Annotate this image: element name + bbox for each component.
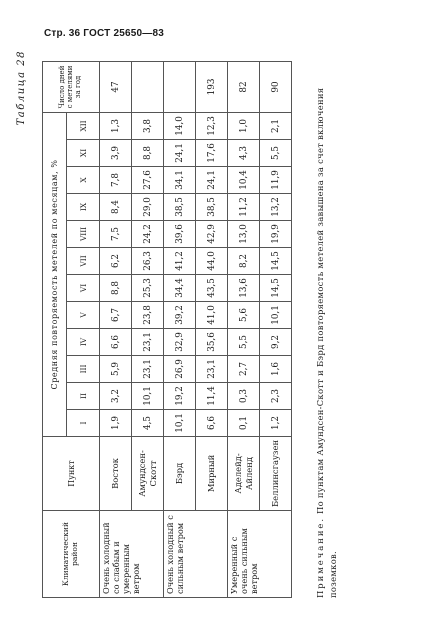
table-title: Таблица 28 [16,50,27,126]
cell-value: 3,8 [132,112,164,139]
cell-days: 193 [196,61,228,112]
cell-value: 32,9 [164,328,196,355]
col-header-month: XI [67,139,100,166]
cell-value: 2,1 [260,112,292,139]
cell-value: 3,9 [100,139,132,166]
cell-value: 5,6 [228,301,260,328]
cell-value: 11,9 [260,166,292,193]
cell-value: 34,1 [164,166,196,193]
cell-value: 38,5 [196,193,228,220]
cell-value: 13,0 [228,220,260,247]
cell-value: 17,6 [196,139,228,166]
cell-value: 2,7 [228,355,260,382]
table-row [100,61,132,597]
cell-value: 38,5 [164,193,196,220]
cell-days [132,61,164,112]
cell-value: 42,9 [196,220,228,247]
cell-days: 90 [260,61,292,112]
table-row [228,61,260,597]
cell-value: 14,0 [164,112,196,139]
col-header-month: II [67,382,100,409]
cell-value: 8,8 [132,139,164,166]
col-header-month: I [67,409,100,436]
col-header-month: V [67,301,100,328]
cell-value: 10,4 [228,166,260,193]
cell-value: 24,1 [164,139,196,166]
cell-value: 23,1 [132,328,164,355]
col-header-month: VII [67,247,100,274]
cell-value: 24,1 [196,166,228,193]
cell-value: 13,2 [260,193,292,220]
col-header-month: X [67,166,100,193]
cell-punkt: Восток [100,436,132,510]
cell-value: 27,6 [132,166,164,193]
cell-value: 11,2 [228,193,260,220]
col-header-group: Средняя повторяемость метелей по месяцам, % [43,112,67,436]
col-header-days: Число дней с метелями за год [43,61,100,112]
col-header-month: VIII [67,220,100,247]
cell-region: Очень холодный со слабым и умеренным ветром [100,511,164,598]
cell-value: 39,2 [164,301,196,328]
cell-value: 8,2 [228,247,260,274]
cell-value: 1,3 [100,112,132,139]
cell-value: 23,1 [132,355,164,382]
cell-value: 26,9 [164,355,196,382]
cell-value: 24,2 [132,220,164,247]
cell-value: 26,3 [132,247,164,274]
cell-value: 8,4 [100,193,132,220]
col-header-month: XII [67,112,100,139]
cell-value: 4,3 [228,139,260,166]
cell-value: 34,4 [164,274,196,301]
cell-value: 6,6 [100,328,132,355]
cell-value: 23,8 [132,301,164,328]
cell-value: 5,5 [260,139,292,166]
table-body [100,61,292,597]
cell-punkt: Амундсен-Скотт [132,436,164,510]
data-table [42,61,292,598]
cell-value: 35,6 [196,328,228,355]
cell-value: 6,7 [100,301,132,328]
cell-days [164,61,196,112]
cell-value: 41,0 [196,301,228,328]
cell-punkt: Бэрд [164,436,196,510]
cell-value: 1,2 [260,409,292,436]
col-header-month: VI [67,274,100,301]
col-header-month: III [67,355,100,382]
cell-value: 10,1 [260,301,292,328]
cell-value: 14,5 [260,247,292,274]
footnote [314,50,340,598]
cell-value: 19,9 [260,220,292,247]
cell-value: 1,6 [260,355,292,382]
cell-value: 10,1 [132,382,164,409]
cell-value: 0,3 [228,382,260,409]
cell-value: 6,2 [100,247,132,274]
cell-value: 14,5 [260,274,292,301]
cell-value: 29,0 [132,193,164,220]
cell-punkt: Беллинсгаузен [260,436,292,510]
table-row [164,61,196,597]
cell-punkt: Аделейд-Айленд [228,436,260,510]
footnote-text: По пунктам Амундсен-Скотт и Бэрд повторяемость метелей завышена за счет включения поземков. [315,87,339,598]
cell-value: 7,8 [100,166,132,193]
cell-value: 9,2 [260,328,292,355]
cell-value: 2,3 [260,382,292,409]
cell-value: 1,0 [228,112,260,139]
footnote-label: Примечание. [315,516,325,598]
col-header-punkt: Пункт [43,436,100,510]
cell-days: 47 [100,61,132,112]
cell-punkt: Мирный [196,436,228,510]
page-header: Стр. 36 ГОСТ 25650—83 [44,28,164,39]
rotated-table-block [14,50,380,598]
cell-value: 23,1 [196,355,228,382]
cell-value: 5,9 [100,355,132,382]
cell-value: 12,3 [196,112,228,139]
cell-value: 0,1 [228,409,260,436]
cell-value: 5,5 [228,328,260,355]
cell-value: 41,2 [164,247,196,274]
cell-value: 4,5 [132,409,164,436]
cell-value: 3,2 [100,382,132,409]
cell-value: 43,5 [196,274,228,301]
cell-region: Умеренный с очень сильным ветром [228,511,292,598]
col-header-month: IV [67,328,100,355]
cell-value: 1,9 [100,409,132,436]
cell-value: 19,2 [164,382,196,409]
cell-value: 7,5 [100,220,132,247]
col-header-month: IX [67,193,100,220]
cell-value: 39,6 [164,220,196,247]
col-header-region: Климатический район [43,511,100,598]
cell-value: 6,6 [196,409,228,436]
cell-value: 11,4 [196,382,228,409]
cell-region: Очень холодный с сильным ветром [164,511,228,598]
cell-value: 10,1 [164,409,196,436]
cell-days: 82 [228,61,260,112]
cell-value: 8,8 [100,274,132,301]
cell-value: 13,6 [228,274,260,301]
cell-value: 25,3 [132,274,164,301]
cell-value: 44,0 [196,247,228,274]
